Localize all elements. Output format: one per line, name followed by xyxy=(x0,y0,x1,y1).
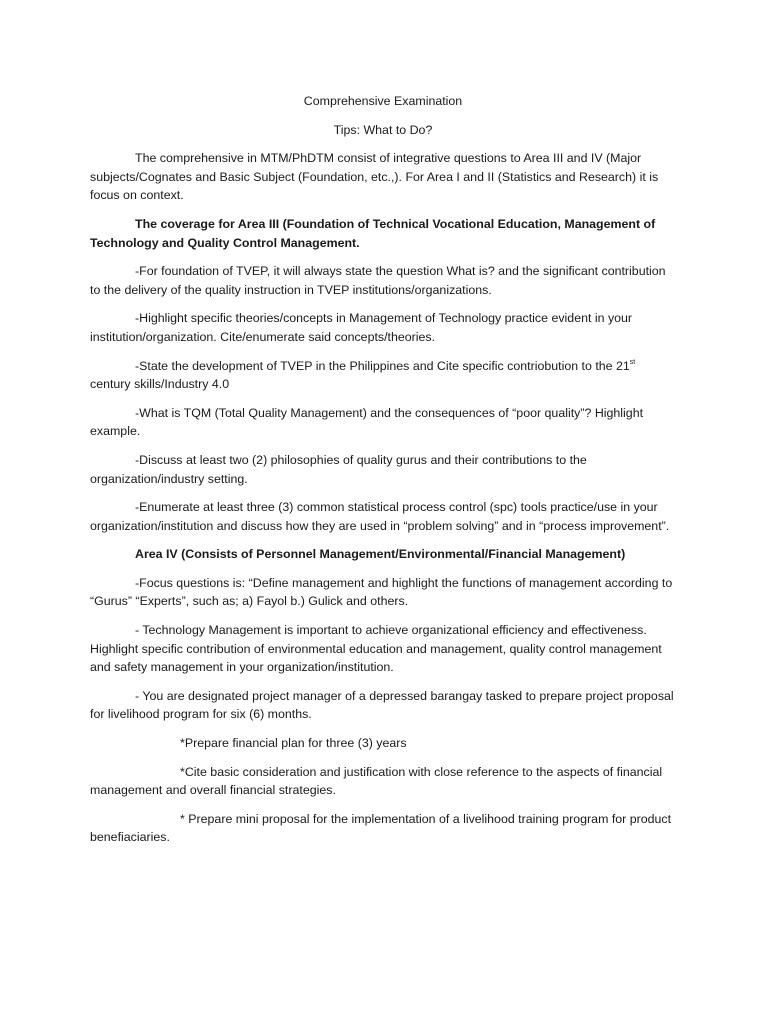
document-body xyxy=(90,92,676,857)
tvep-development-item xyxy=(90,357,676,394)
tvep-foundation-item: -For foundation of TVEP, it will always state the question What is? and the significant contribution to the delivery of the quality instruction in TVEP institutions/organizations. xyxy=(90,264,666,297)
project-manager-item: - You are designated project manager of a depressed barangay tasked to prepare project proposal for livelihood program for six (6) months. xyxy=(90,688,674,722)
superscript-st: st xyxy=(629,358,636,366)
basic-consideration-subitem: *Cite basic consideration and justification with close reference to the aspects of financial management and overall financial strategies. xyxy=(90,764,663,798)
tvep-development-continuation: century skills/Industry 4.0 xyxy=(90,377,230,392)
technology-management-item: - Technology Management is important to achieve organizational efficiency and effectiveness. Highlight specific contribution of environmental education and management, quality control management and safety management in your organization/institution. xyxy=(90,623,662,675)
spc-tools-item: -Enumerate at least three (3) common statistical process control (spc) tools practice/use in your organization/institution and discuss how they are used in “problem solving” and in “process improvement”. xyxy=(90,500,670,533)
document-title: Comprehensive Examination xyxy=(303,94,463,108)
document-subtitle: Tips: What to Do? xyxy=(333,122,433,137)
mini-proposal-subitem: * Prepare mini proposal for the implementation of a livelihood training program for product benefiaciaries. xyxy=(90,811,672,845)
technology-theories-item: -Highlight specific theories/concepts in Management of Technology practice evident in your institution/organization. Cite/enumerate said concepts/theories. xyxy=(90,311,633,344)
intro-paragraph: The comprehensive in MTM/PhDTM consist of integrative questions to Area III and IV (Major subjects/Cognates and Basic Subject (Foundation, etc.,). For Area I and II (Statistics and Research) it is focus on context. xyxy=(90,151,659,203)
area-three-heading: The coverage for Area III (Foundation of Technical Vocational Education, Management of Technology and Quality Control Management. xyxy=(90,216,656,250)
financial-plan-subitem: *Prepare financial plan for three (3) years xyxy=(180,736,407,751)
area-four-heading: Area IV (Consists of Personnel Management/Environmental/Financial Management) xyxy=(135,547,626,562)
tvep-development-text: -State the development of TVEP in the Philippines and Cite specific contriobution to the 21 xyxy=(135,358,630,373)
tqm-item: -What is TQM (Total Quality Management) and the consequences of “poor quality”? Highlight example. xyxy=(90,405,644,439)
quality-gurus-item: -Discuss at least two (2) philosophies of quality gurus and their contributions to the organization/industry setting. xyxy=(90,452,587,486)
management-focus-item: -Focus questions is: “Define management and highlight the functions of management according to “Gurus” “Experts”, such as; a) Fayol b.) Gulick and others. xyxy=(90,575,673,609)
